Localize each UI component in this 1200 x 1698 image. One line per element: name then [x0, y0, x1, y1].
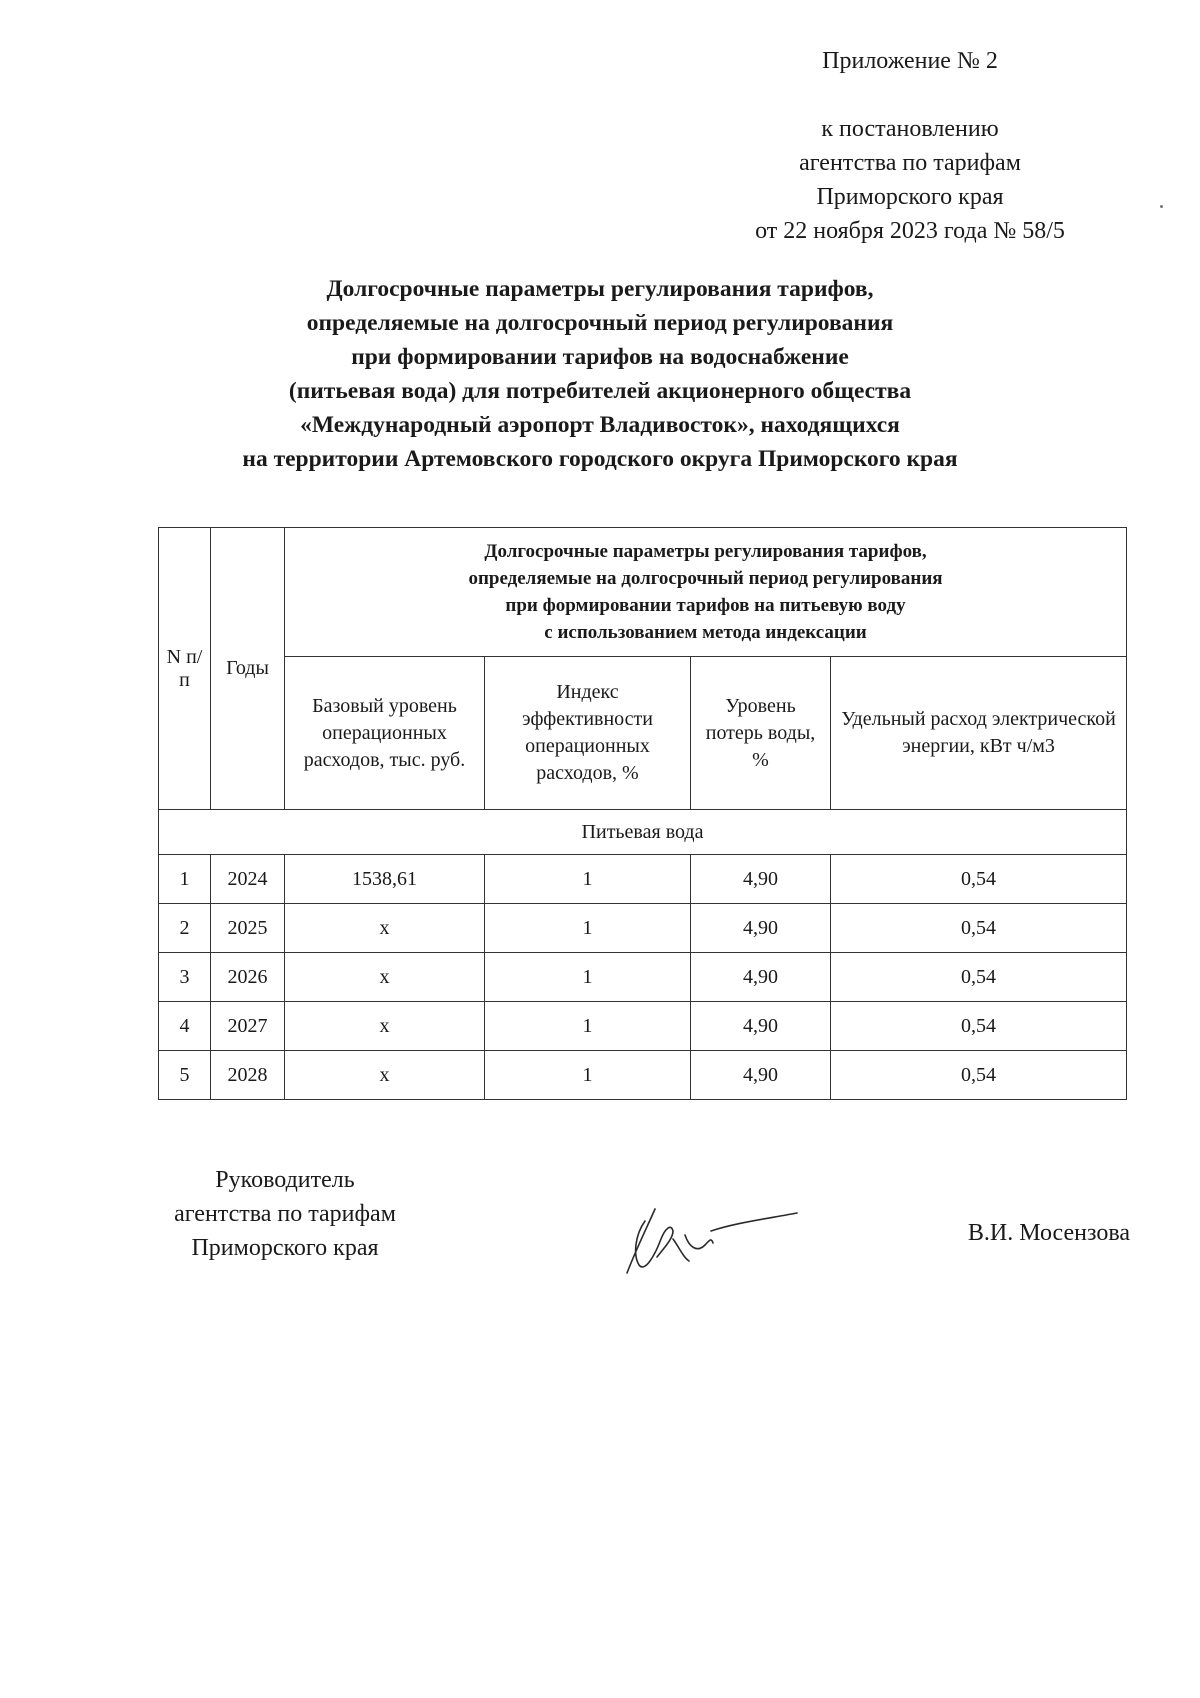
cell-index: 1	[485, 1051, 691, 1100]
table-header-row	[159, 528, 1127, 657]
cell-energy: 0,54	[831, 1002, 1127, 1051]
header-group-line: при формировании тарифов на питьевую воду	[505, 595, 906, 616]
cell-num: 5	[159, 1051, 211, 1100]
table-row	[159, 953, 1127, 1002]
table-row	[159, 904, 1127, 953]
cell-year: 2026	[211, 953, 285, 1002]
cell-losses: 4,90	[691, 1051, 831, 1100]
cell-energy: 0,54	[831, 904, 1127, 953]
cell-base: 1538,61	[285, 855, 485, 904]
cell-losses: 4,90	[691, 855, 831, 904]
title-line: Долгосрочные параметры регулирования тарифов,	[326, 276, 874, 302]
cell-num: 1	[159, 855, 211, 904]
header-water-losses: Уровень потерь воды, %	[691, 657, 831, 810]
cell-energy: 0,54	[831, 953, 1127, 1002]
cell-index: 1	[485, 1002, 691, 1051]
cell-num: 2	[159, 904, 211, 953]
cell-losses: 4,90	[691, 904, 831, 953]
appendix-line: Приморского края	[816, 184, 1004, 210]
header-group-line: определяемые на долгосрочный период регулирования	[468, 568, 943, 589]
signer-position-line: агентства по тарифам	[174, 1201, 396, 1227]
title-line: определяемые на долгосрочный период регулирования	[306, 310, 894, 336]
cell-energy: 0,54	[831, 1051, 1127, 1100]
header-group-line: с использованием метода индексации	[544, 622, 867, 643]
appendix-line: от 22 ноября 2023 года № 58/5	[755, 218, 1065, 244]
title-line: (питьевая вода) для потребителей акционерного общества	[288, 378, 912, 404]
header-group-line: Долгосрочные параметры регулирования тарифов,	[484, 541, 927, 562]
signer-position-line: Руководитель	[215, 1167, 355, 1193]
appendix-block	[700, 44, 1120, 248]
section-label: Питьевая вода	[159, 810, 1127, 855]
cell-index: 1	[485, 904, 691, 953]
cell-index: 1	[485, 953, 691, 1002]
appendix-line: агентства по тарифам	[799, 150, 1021, 176]
appendix-number: Приложение № 2	[822, 48, 998, 74]
document-title	[140, 272, 1060, 476]
handwritten-signature	[615, 1195, 815, 1285]
table-subheader-row	[159, 657, 1127, 810]
table-row	[159, 855, 1127, 904]
title-line: при формировании тарифов на водоснабжение	[351, 344, 849, 370]
title-line: «Международный аэропорт Владивосток», находящихся	[300, 412, 900, 438]
header-energy-consumption: Удельный расход электрической энергии, кВт ч/м3	[831, 657, 1127, 810]
signer-position-line: Приморского края	[191, 1235, 379, 1261]
table-row	[159, 1002, 1127, 1051]
cell-losses: 4,90	[691, 953, 831, 1002]
header-group	[285, 528, 1127, 657]
header-num: N п/п	[159, 528, 211, 810]
header-efficiency-index: Индекс эффективности операционных расходов, %	[485, 657, 691, 810]
header-years: Годы	[211, 528, 285, 810]
cell-year: 2025	[211, 904, 285, 953]
table-section-row	[159, 810, 1127, 855]
cell-year: 2024	[211, 855, 285, 904]
cell-base: х	[285, 1051, 485, 1100]
scan-speck	[1160, 205, 1163, 208]
tariff-parameters-table	[158, 527, 1127, 1100]
cell-index: 1	[485, 855, 691, 904]
appendix-line: к постановлению	[821, 116, 999, 142]
cell-base: х	[285, 904, 485, 953]
cell-num: 4	[159, 1002, 211, 1051]
table-row	[159, 1051, 1127, 1100]
header-base-expenses: Базовый уровень операционных расходов, тыс. руб.	[285, 657, 485, 810]
cell-year: 2027	[211, 1002, 285, 1051]
cell-base: х	[285, 953, 485, 1002]
cell-base: х	[285, 1002, 485, 1051]
signer-position	[140, 1163, 430, 1265]
cell-num: 3	[159, 953, 211, 1002]
signer-name: В.И. Мосензова	[967, 1220, 1130, 1246]
cell-energy: 0,54	[831, 855, 1127, 904]
cell-losses: 4,90	[691, 1002, 831, 1051]
title-line: на территории Артемовского городского округа Приморского края	[242, 446, 958, 472]
cell-year: 2028	[211, 1051, 285, 1100]
